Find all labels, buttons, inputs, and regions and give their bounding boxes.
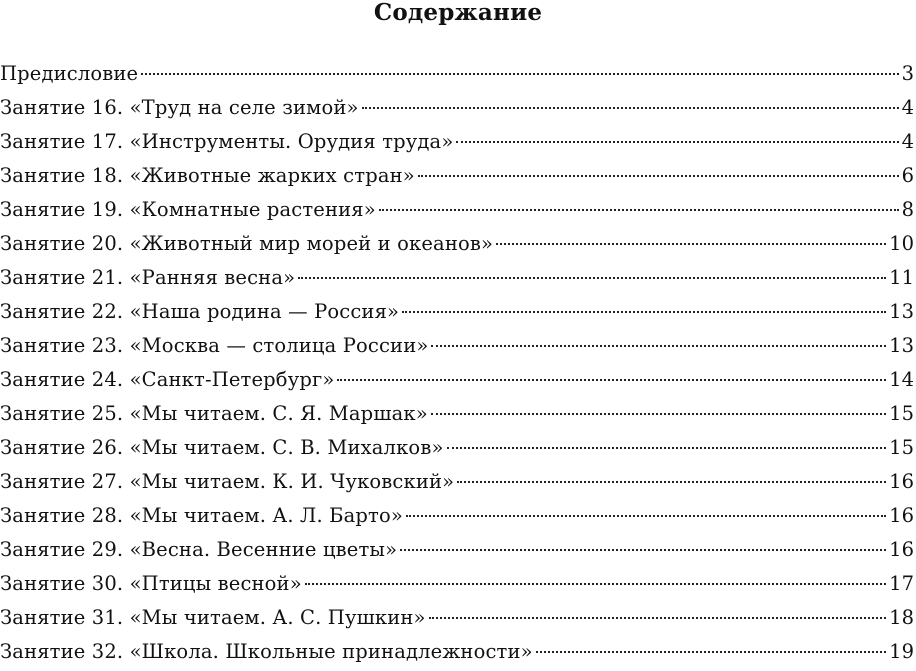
toc-entry[interactable] [0, 297, 916, 331]
toc-entry-page: 13 [889, 334, 914, 357]
toc-entry[interactable] [0, 637, 916, 671]
dot-leader [141, 73, 898, 75]
toc-entry-title: Занятие 19. «Комнатные растения» [0, 198, 376, 221]
dot-leader [418, 175, 899, 177]
toc-entry-page: 16 [889, 504, 914, 527]
toc-entry-title: Занятие 30. «Птицы весной» [0, 572, 302, 595]
toc-entry-page: 13 [889, 300, 914, 323]
toc-entry-title: Занятие 20. «Животный мир морей и океанов» [0, 232, 494, 255]
toc-entry-title: Занятие 27. «Мы читаем. К. И. Чуковский» [0, 470, 455, 493]
dot-leader [496, 243, 886, 245]
dot-leader [447, 447, 887, 449]
toc-entry-page: 14 [889, 368, 914, 391]
toc-entry[interactable] [0, 93, 916, 127]
dot-leader [337, 379, 886, 381]
toc-entry-page: 16 [889, 538, 914, 561]
toc-entry-title: Занятие 24. «Санкт-Петербург» [0, 368, 335, 391]
toc-entry-title: Занятие 32. «Школа. Школьные принадлежности» [0, 640, 533, 663]
toc-entry-page: 4 [901, 96, 914, 119]
toc-entry[interactable] [0, 331, 916, 365]
toc-entry-page: 17 [889, 572, 914, 595]
dot-leader [536, 651, 886, 653]
toc-entry-title: Занятие 29. «Весна. Весенние цветы» [0, 538, 398, 561]
dot-leader [456, 141, 898, 143]
dot-leader [379, 209, 899, 211]
toc-entry-page: 18 [889, 606, 914, 629]
toc-entry-title: Занятие 28. «Мы читаем. А. Л. Барто» [0, 504, 403, 527]
toc-entry[interactable] [0, 365, 916, 399]
toc-entry-page: 19 [889, 640, 914, 663]
dot-leader [298, 277, 886, 279]
toc-list [0, 59, 916, 671]
toc-entry-page: 16 [889, 470, 914, 493]
dot-leader [431, 345, 886, 347]
toc-entry[interactable] [0, 229, 916, 263]
dot-leader [429, 617, 887, 619]
dot-leader [406, 515, 886, 517]
toc-entry[interactable] [0, 603, 916, 637]
toc-entry-page: 8 [901, 198, 914, 221]
toc-entry[interactable] [0, 195, 916, 229]
toc-entry-page: 11 [889, 266, 914, 289]
dot-leader [362, 107, 899, 109]
toc-entry-page: 15 [889, 436, 914, 459]
toc-entry-page: 4 [901, 130, 914, 153]
toc-entry[interactable] [0, 501, 916, 535]
dot-leader [305, 583, 886, 585]
toc-entry[interactable] [0, 263, 916, 297]
toc-entry-page: 15 [889, 402, 914, 425]
toc-entry-page: 10 [889, 232, 914, 255]
toc-entry-title: Предисловие [0, 62, 139, 85]
dot-leader [457, 481, 886, 483]
toc-entry[interactable] [0, 59, 916, 93]
toc-entry[interactable] [0, 467, 916, 501]
toc-entry-title: Занятие 26. «Мы читаем. С. В. Михалков» [0, 436, 444, 459]
dot-leader [400, 549, 886, 551]
toc-entry-title: Занятие 16. «Труд на селе зимой» [0, 96, 359, 119]
toc-entry-title: Занятие 21. «Ранняя весна» [0, 266, 296, 289]
toc-entry-page: 6 [901, 164, 914, 187]
toc-entry-title: Занятие 23. «Москва — столица России» [0, 334, 429, 357]
toc-entry-title: Занятие 22. «Наша родина — Россия» [0, 300, 400, 323]
toc-entry[interactable] [0, 433, 916, 467]
toc-entry[interactable] [0, 535, 916, 569]
toc-entry-title: Занятие 31. «Мы читаем. А. С. Пушкин» [0, 606, 426, 629]
dot-leader [402, 311, 886, 313]
toc-entry[interactable] [0, 127, 916, 161]
toc-entry-title: Занятие 17. «Инструменты. Орудия труда» [0, 130, 454, 153]
dot-leader [431, 413, 886, 415]
toc-entry[interactable] [0, 399, 916, 433]
page-title: Содержание [373, 0, 543, 26]
toc-entry[interactable] [0, 569, 916, 603]
toc-entry-title: Занятие 18. «Животные жарких стран» [0, 164, 415, 187]
toc-entry-title: Занятие 25. «Мы читаем. С. Я. Маршак» [0, 402, 428, 425]
toc-entry[interactable] [0, 161, 916, 195]
toc-entry-page: 3 [901, 62, 914, 85]
